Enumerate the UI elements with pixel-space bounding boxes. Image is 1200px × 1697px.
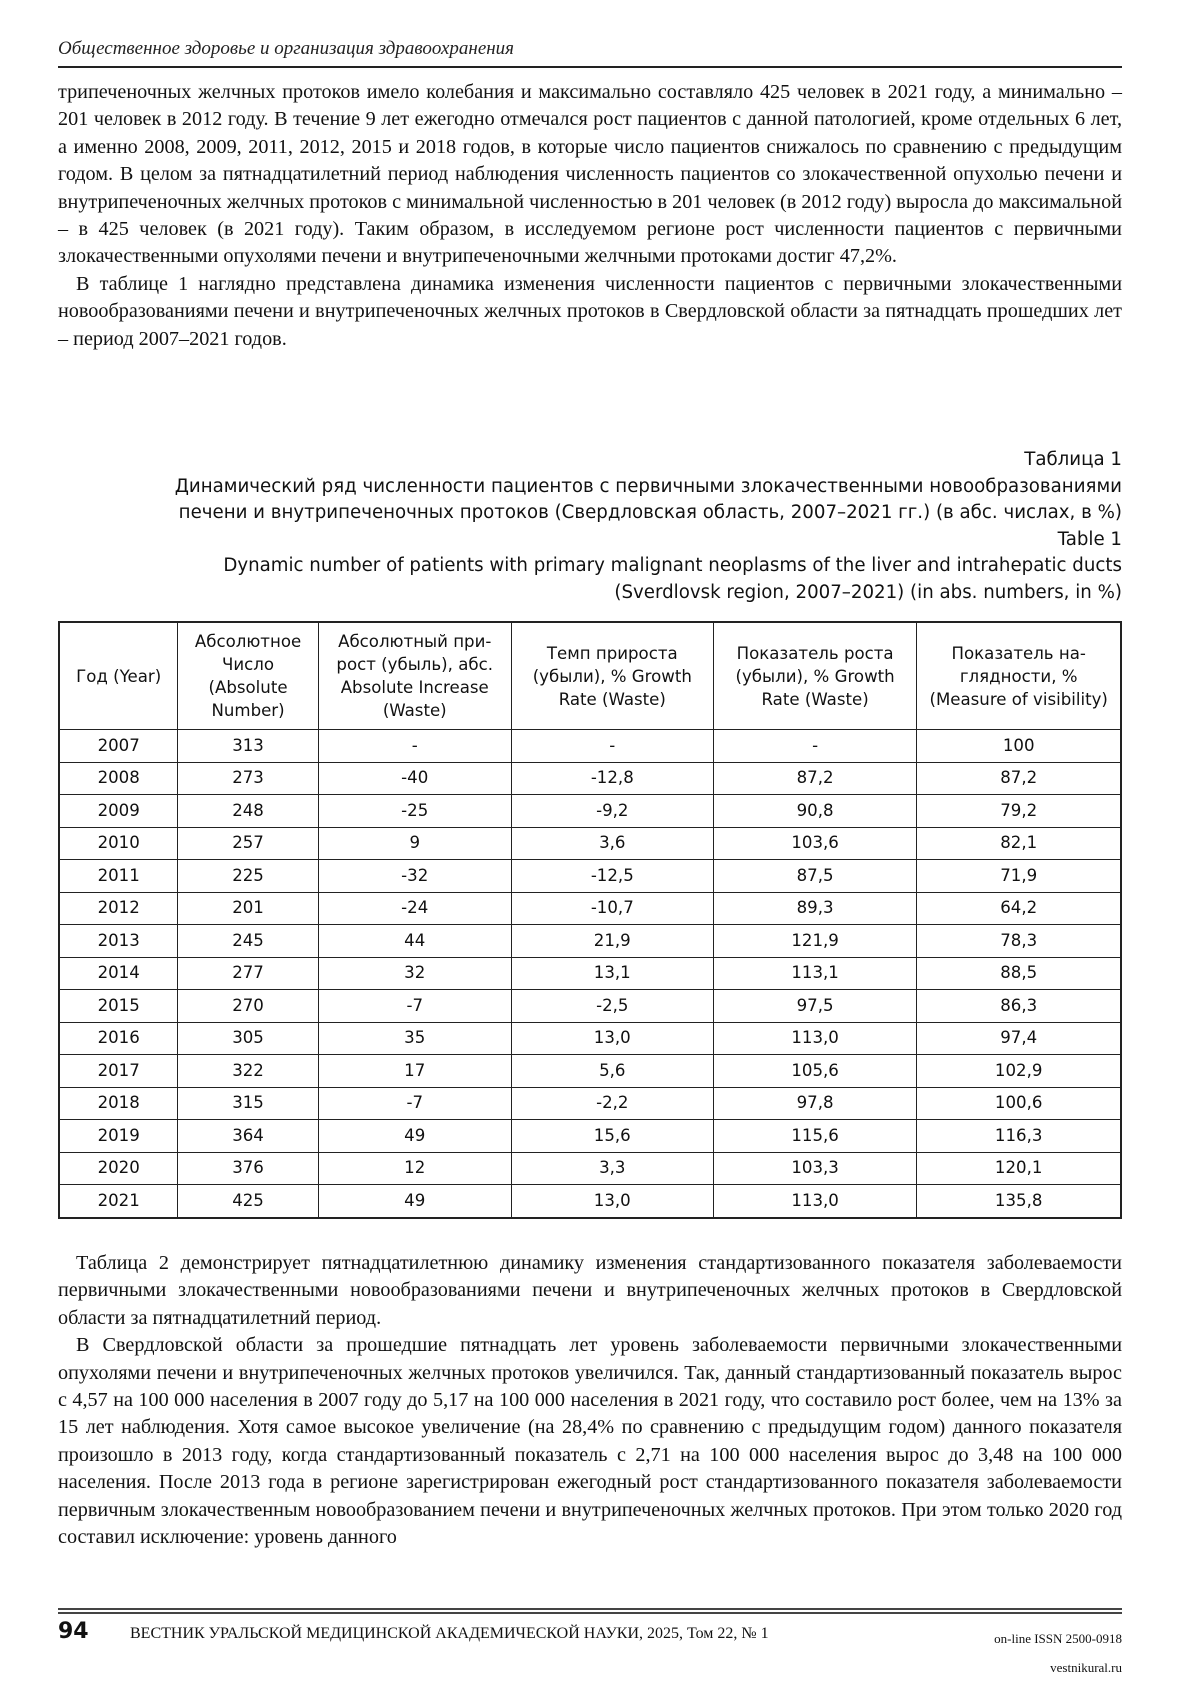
cell-growth-rate: -9,2	[511, 795, 713, 828]
cell-visibility: 135,8	[917, 1185, 1121, 1218]
table-label-ru: Таблица 1	[1024, 449, 1122, 470]
cell-year: 2010	[59, 827, 178, 860]
cell-growth-rate: -2,5	[511, 990, 713, 1023]
header-growth-index: Показатель роста (убыли), % Growth Rate (Waste)	[713, 622, 917, 730]
cell-absolute-number: 257	[178, 827, 318, 860]
cell-absolute-number: 273	[178, 762, 318, 795]
cell-year: 2017	[59, 1055, 178, 1088]
cell-absolute-increase: 17	[318, 1055, 511, 1088]
cell-growth-index: 90,8	[713, 795, 917, 828]
top-text-block	[58, 79, 1122, 353]
table-row	[59, 1055, 1121, 1088]
cell-growth-index: 97,8	[713, 1087, 917, 1120]
cell-growth-index: 113,0	[713, 1185, 917, 1218]
cell-growth-index: 87,5	[713, 860, 917, 893]
table-row	[59, 1022, 1121, 1055]
cell-absolute-number: 248	[178, 795, 318, 828]
cell-year: 2018	[59, 1087, 178, 1120]
header-absolute-increase: Абсолютный при-рост (убыль), абс. Absolute Increase (Waste)	[318, 622, 511, 730]
data-table	[58, 621, 1122, 1219]
footer-rule	[58, 1612, 1122, 1614]
cell-absolute-increase: -7	[318, 1087, 511, 1120]
cell-visibility: 120,1	[917, 1152, 1121, 1185]
cell-growth-rate: -10,7	[511, 892, 713, 925]
cell-absolute-increase: -	[318, 730, 511, 763]
table-row	[59, 957, 1121, 990]
table-header-row	[59, 622, 1121, 730]
bottom-text-block	[58, 1250, 1122, 1551]
cell-year: 2012	[59, 892, 178, 925]
cell-year: 2009	[59, 795, 178, 828]
cell-year: 2019	[59, 1120, 178, 1153]
cell-absolute-number: 315	[178, 1087, 318, 1120]
cell-growth-rate: 3,6	[511, 827, 713, 860]
table-row	[59, 762, 1121, 795]
paragraph: В Свердловской области за прошедшие пятнадцать лет уровень заболеваемости первичными злокачественными опухолями печени и внутрипеченочных желчных протоков увеличился. Так, данный стандартизованный показатель вырос с 4,57 на 100 000 населения в 2007 году до 5,17 на 100 000 населения в 2021 году, что составило рост более, чем на 13% за 15 лет наблюдения. Хотя самое высокое увеличение (на 28,4% по сравнению с предыдущим годом) данного показателя произошло в 2013 году, когда стандартизованный показатель с 2,71 на 100 000 населения вырос до 3,48 на 100 000 населения. После 2013 года в регионе зарегистрирован ежегодный рост стандартизованного показателя заболеваемости первичным злокачественным новообразованием печени и внутрипеченочных желчных протоков. При этом только 2020 год составил исключение: уровень данного	[58, 1334, 1122, 1549]
cell-visibility: 78,3	[917, 925, 1121, 958]
cell-absolute-increase: -32	[318, 860, 511, 893]
header-absolute-number: Абсолютное Число (Absolute Number)	[178, 622, 318, 730]
table-label-en: Table 1	[1057, 528, 1122, 550]
cell-growth-rate: -2,2	[511, 1087, 713, 1120]
cell-growth-index: 87,2	[713, 762, 917, 795]
cell-growth-rate: 21,9	[511, 925, 713, 958]
cell-absolute-number: 322	[178, 1055, 318, 1088]
cell-growth-index: 113,0	[713, 1022, 917, 1055]
table-title-en-line2: (Sverdlovsk region, 2007–2021) (in abs. numbers, in %)	[614, 581, 1122, 603]
cell-absolute-increase: 44	[318, 925, 511, 958]
header-rule	[58, 66, 1122, 68]
cell-year: 2008	[59, 762, 178, 795]
cell-year: 2014	[59, 957, 178, 990]
cell-absolute-number: 201	[178, 892, 318, 925]
cell-growth-index: 103,3	[713, 1152, 917, 1185]
cell-absolute-increase: -25	[318, 795, 511, 828]
table-title-ru-line1: Динамический ряд численности пациентов с первичными злокачественными новообразованиями	[174, 475, 1122, 497]
cell-visibility: 97,4	[917, 1022, 1121, 1055]
cell-absolute-number: 364	[178, 1120, 318, 1153]
table-row	[59, 795, 1121, 828]
cell-growth-index: 103,6	[713, 827, 917, 860]
table-caption	[58, 447, 1122, 606]
cell-absolute-increase: 49	[318, 1185, 511, 1218]
table-title-ru-line2: печени и внутрипеченочных протоков (Свердловская область, 2007–2021 гг.) (в абс. числах, в %)	[178, 502, 1122, 523]
table-row	[59, 730, 1121, 763]
cell-year: 2013	[59, 925, 178, 958]
footer-rule	[58, 1608, 1122, 1610]
cell-absolute-increase: 12	[318, 1152, 511, 1185]
cell-year: 2011	[59, 860, 178, 893]
running-header: Общественное здоровье и организация здравоохранения	[58, 38, 515, 59]
cell-growth-rate: -	[511, 730, 713, 763]
cell-year: 2007	[59, 730, 178, 763]
journal-title: ВЕСТНИК УРАЛЬСКОЙ МЕДИЦИНСКОЙ АКАДЕМИЧЕСКОЙ НАУКИ, 2025, Том 22, № 1	[130, 1625, 769, 1642]
cell-visibility: 79,2	[917, 795, 1121, 828]
header-growth-rate-percent: Темп прироста (убыли), % Growth Rate (Waste)	[511, 622, 713, 730]
cell-visibility: 100	[917, 730, 1121, 763]
table-row	[59, 827, 1121, 860]
cell-absolute-number: 225	[178, 860, 318, 893]
cell-growth-rate: -12,5	[511, 860, 713, 893]
cell-absolute-number: 313	[178, 730, 318, 763]
header-year: Год (Year)	[59, 622, 178, 730]
cell-visibility: 87,2	[917, 762, 1121, 795]
cell-visibility: 71,9	[917, 860, 1121, 893]
issn: on-line ISSN 2500-0918	[994, 1631, 1122, 1646]
table-title-en-line1: Dynamic number of patients with primary malignant neoplasms of the liver and intrahepatic ducts	[223, 555, 1122, 576]
cell-absolute-increase: 9	[318, 827, 511, 860]
paragraph: Таблица 2 демонстрирует пятнадцатилетнюю динамику изменения стандартизованного показателя заболеваемости первичными злокачественными новообразованиями печени и внутрипеченочных желчных протоков в Свердловской области за пятнадцатилетний период.	[58, 1252, 1122, 1329]
cell-growth-rate: -12,8	[511, 762, 713, 795]
cell-growth-index: 89,3	[713, 892, 917, 925]
paragraph: трипеченочных желчных протоков имело колебания и максимально составляло 425 человек в 2021 году, а минимально – 201 человек в 2012 году. В течение 9 лет ежегодно отмечался рост пациентов с данной патологией, кроме отдельных 6 лет, а именно 2008, 2009, 2011, 2012, 2015 и 2018 годов, в которые число пациентов снижалось по сравнению с предыдущим годом. В целом за пятнадцатилетний период наблюдения численность пациентов со злокачественной опухолью печени и внутрипеченочных желчных протоков с минимальной численностью в 201 человек (в 2012 году) выросла до максимальной – в 425 человек (в 2021 году). Таким образом, в исследуемом регионе рост численности пациентов с первичными злокачественными опухолями печени и внутрипеченочными желчными протоками достиг 47,2%.	[58, 81, 1122, 268]
table-row	[59, 925, 1121, 958]
cell-absolute-number: 305	[178, 1022, 318, 1055]
table-row	[59, 1087, 1121, 1120]
cell-absolute-increase: -7	[318, 990, 511, 1023]
table-row	[59, 990, 1121, 1023]
table-row	[59, 892, 1121, 925]
table-body	[59, 730, 1121, 1218]
cell-visibility: 86,3	[917, 990, 1121, 1023]
cell-year: 2016	[59, 1022, 178, 1055]
cell-absolute-increase: -40	[318, 762, 511, 795]
cell-visibility: 102,9	[917, 1055, 1121, 1088]
table-row	[59, 860, 1121, 893]
cell-absolute-increase: 35	[318, 1022, 511, 1055]
cell-absolute-number: 245	[178, 925, 318, 958]
cell-growth-index: 97,5	[713, 990, 917, 1023]
cell-absolute-increase: 49	[318, 1120, 511, 1153]
header-visibility-measure: Показатель на-глядности, % (Measure of visibility)	[917, 622, 1121, 730]
cell-year: 2015	[59, 990, 178, 1023]
cell-absolute-increase: -24	[318, 892, 511, 925]
table-row	[59, 1120, 1121, 1153]
cell-growth-rate: 13,0	[511, 1185, 713, 1218]
cell-growth-rate: 13,0	[511, 1022, 713, 1055]
website-link[interactable]: vestnikural.ru	[1050, 1660, 1122, 1675]
cell-growth-index: 113,1	[713, 957, 917, 990]
cell-growth-rate: 13,1	[511, 957, 713, 990]
cell-visibility: 88,5	[917, 957, 1121, 990]
cell-year: 2020	[59, 1152, 178, 1185]
cell-absolute-number: 376	[178, 1152, 318, 1185]
cell-growth-index: -	[713, 730, 917, 763]
cell-visibility: 100,6	[917, 1087, 1121, 1120]
cell-growth-rate: 5,6	[511, 1055, 713, 1088]
cell-year: 2021	[59, 1185, 178, 1218]
cell-visibility: 64,2	[917, 892, 1121, 925]
cell-absolute-number: 425	[178, 1185, 318, 1218]
cell-absolute-number: 277	[178, 957, 318, 990]
cell-absolute-number: 270	[178, 990, 318, 1023]
table-row	[59, 1185, 1121, 1218]
cell-visibility: 116,3	[917, 1120, 1121, 1153]
cell-growth-rate: 3,3	[511, 1152, 713, 1185]
paragraph: В таблице 1 наглядно представлена динамика изменения численности пациентов с первичными злокачественными новообразованиями печени и внутрипеченочных желчных протоков в Свердловской области за пятнадцать прошедших лет – период 2007–2021 годов.	[58, 272, 1122, 350]
page-number: 94	[58, 1619, 89, 1644]
cell-growth-index: 105,6	[713, 1055, 917, 1088]
cell-visibility: 82,1	[917, 827, 1121, 860]
cell-growth-index: 115,6	[713, 1120, 917, 1153]
cell-growth-rate: 15,6	[511, 1120, 713, 1153]
cell-absolute-increase: 32	[318, 957, 511, 990]
cell-growth-index: 121,9	[713, 925, 917, 958]
table-row	[59, 1152, 1121, 1185]
